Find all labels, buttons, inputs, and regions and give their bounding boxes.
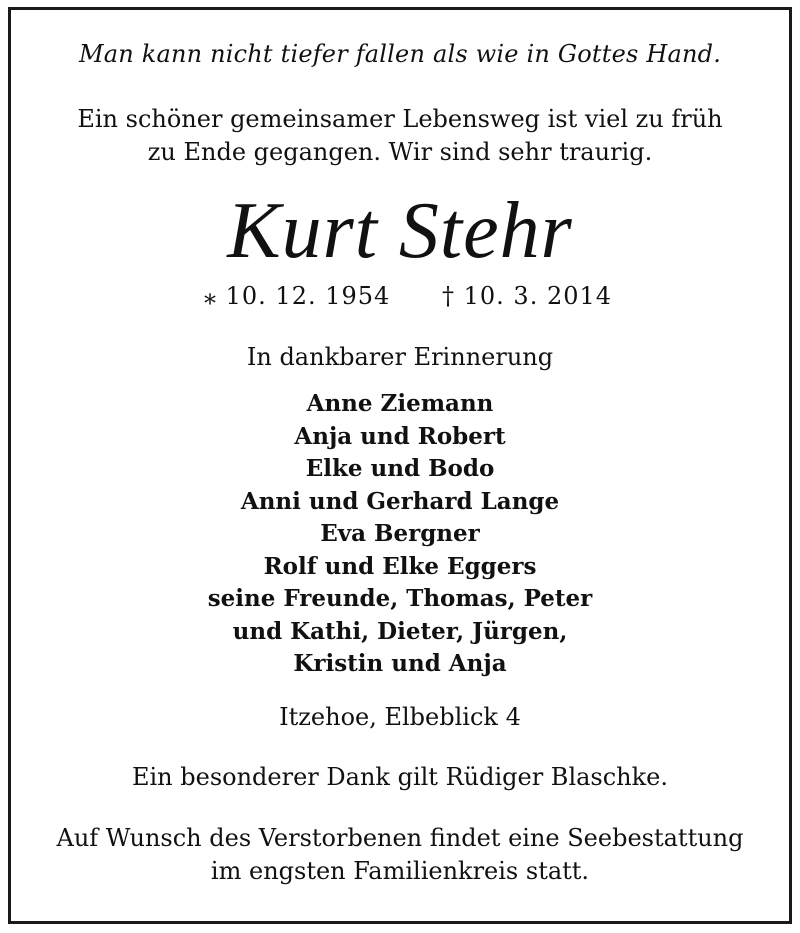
memory-heading: In dankbarer Erinnerung [246, 343, 554, 371]
mourner-line: Anja und Robert [294, 422, 506, 450]
mourner-line: seine Freunde, Thomas, Peter [207, 585, 593, 612]
motto-quote: Man kann nicht tiefer fallen als wie in Gottes Hand. [78, 40, 722, 68]
mourner-line: Eva Bergner [320, 520, 480, 547]
birth-date: ⁎ 10. 12. 1954 [204, 282, 391, 310]
mourner-line: Anne Ziemann [306, 390, 494, 417]
mourner-line: Anni und Gerhard Lange [240, 487, 560, 515]
death-date: † 10. 3. 2014 [442, 282, 613, 310]
burial-note-line-1: Auf Wunsch des Verstorbenen findet eine Seebestattung [56, 824, 744, 852]
family-address: Itzehoe, Elbeblick 4 [279, 703, 521, 731]
mourner-line: und Kathi, Dieter, Jürgen, [232, 617, 568, 645]
burial-note-line-2: im engsten Familienkreis statt. [210, 857, 590, 885]
mourner-line: Kristin und Anja [293, 650, 507, 677]
mourner-line: Rolf und Elke Eggers [263, 552, 537, 580]
special-thanks: Ein besonderer Dank gilt Rüdiger Blaschke. [131, 763, 669, 791]
intro-line-2: zu Ende gegangen. Wir sind sehr traurig. [147, 138, 653, 166]
deceased-name: Kurt Stehr [227, 187, 573, 275]
intro-line-1: Ein schöner gemeinsamer Lebensweg ist viel zu früh [77, 105, 723, 133]
intro-text [0, 103, 800, 169]
mourners-list [0, 388, 800, 681]
burial-note [0, 822, 800, 888]
mourner-line: Elke und Bodo [305, 455, 495, 482]
